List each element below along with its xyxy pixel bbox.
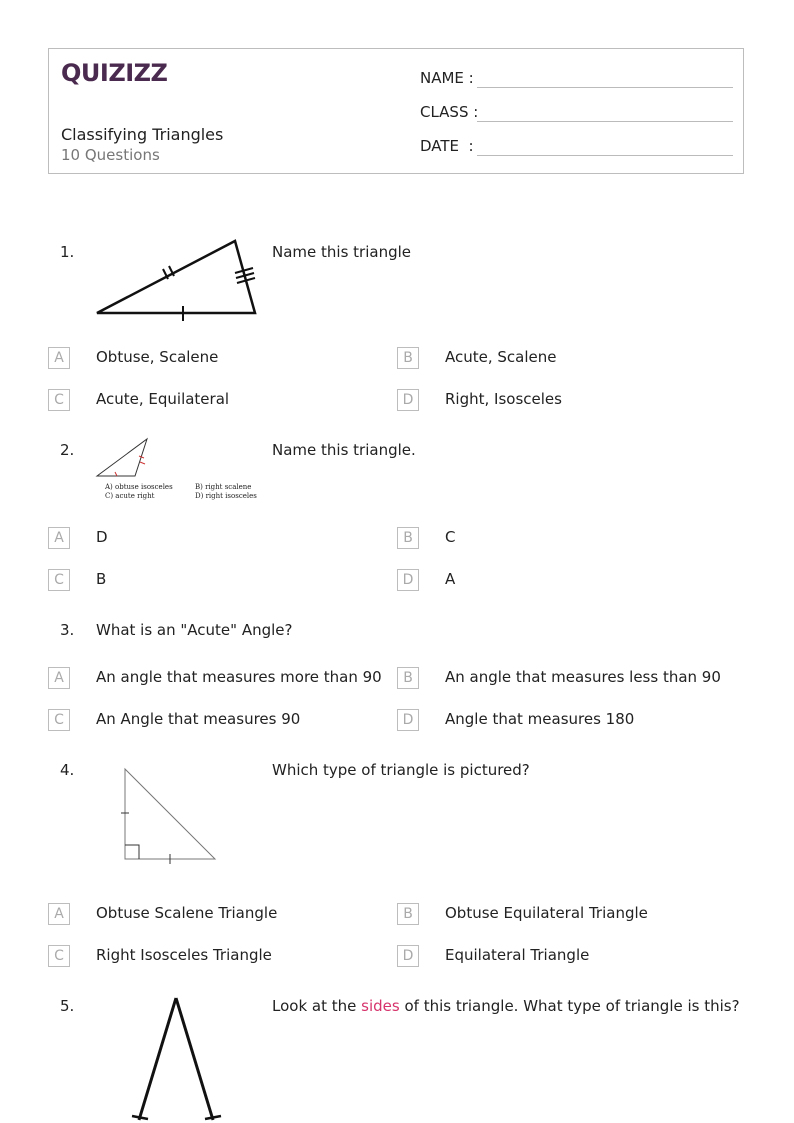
right-triangle-figure [115, 765, 225, 865]
option-letter: D [397, 569, 419, 591]
option-text: Right, Isosceles [445, 390, 562, 408]
option-letter: A [48, 527, 70, 549]
option-letter: C [48, 389, 70, 411]
name-field [420, 69, 474, 87]
option-text: Right Isosceles Triangle [96, 946, 272, 964]
quizizz-logo: QUIZIZZ [61, 59, 168, 87]
question-number: 2. [60, 441, 75, 459]
question-number: 5. [60, 997, 75, 1015]
option-text: C [445, 528, 456, 546]
option-text: B [96, 570, 107, 588]
question-number: 4. [60, 761, 75, 779]
class-label: CLASS : [420, 103, 479, 121]
image-choice: D) right isosceles [195, 492, 257, 500]
option-text: Obtuse Scalene Triangle [96, 904, 278, 922]
worksheet-title: Classifying Triangles [61, 125, 224, 144]
option-text: Equilateral Triangle [445, 946, 590, 964]
option-letter: B [397, 347, 419, 369]
question-text: Name this triangle. [272, 441, 416, 459]
question-text-start: Look at the [272, 997, 362, 1015]
option-letter: D [397, 945, 419, 967]
option-text: Acute, Equilateral [96, 390, 230, 408]
name-label: NAME : [420, 69, 474, 87]
date-line [477, 155, 733, 156]
option-text: A [445, 570, 456, 588]
option-text: An angle that measures more than 90 [96, 668, 382, 686]
question-number: 3. [60, 621, 75, 639]
class-field [420, 103, 478, 121]
class-line [477, 121, 733, 122]
question-text-end: of this triangle. What type of triangle is this? [399, 997, 740, 1015]
option-letter: D [397, 389, 419, 411]
option-letter: D [397, 709, 419, 731]
option-text: Angle that measures 180 [445, 710, 635, 728]
option-text: An Angle that measures 90 [96, 710, 301, 728]
option-letter: A [48, 347, 70, 369]
option-letter: C [48, 569, 70, 591]
question-text: Name this triangle [272, 243, 411, 261]
option-letter: B [397, 667, 419, 689]
date-field [420, 137, 474, 155]
option-letter: C [48, 945, 70, 967]
option-letter: B [397, 527, 419, 549]
highlighted-word: sides [361, 997, 400, 1015]
question-count: 10 Questions [61, 146, 160, 164]
option-text: An angle that measures less than 90 [445, 668, 721, 686]
image-choice: B) right scalene [195, 483, 252, 491]
name-line [477, 87, 733, 88]
option-text: Acute, Scalene [445, 348, 557, 366]
isosceles-triangle-figure [125, 995, 235, 1123]
option-letter: A [48, 903, 70, 925]
option-text: D [96, 528, 108, 546]
date-label: DATE : [420, 137, 474, 155]
option-text: Obtuse, Scalene [96, 348, 219, 366]
scalene-triangle-figure [90, 235, 260, 325]
option-letter: A [48, 667, 70, 689]
question-number: 1. [60, 243, 75, 261]
question-text [272, 997, 740, 1015]
option-letter: B [397, 903, 419, 925]
worksheet-header [48, 48, 744, 174]
question-text: What is an "Acute" Angle? [96, 621, 293, 639]
triangle-image [95, 436, 260, 506]
option-text: Obtuse Equilateral Triangle [445, 904, 648, 922]
image-choice: C) acute right [105, 492, 155, 500]
option-letter: C [48, 709, 70, 731]
question-text: Which type of triangle is pictured? [272, 761, 530, 779]
image-choice: A) obtuse isosceles [105, 483, 173, 491]
